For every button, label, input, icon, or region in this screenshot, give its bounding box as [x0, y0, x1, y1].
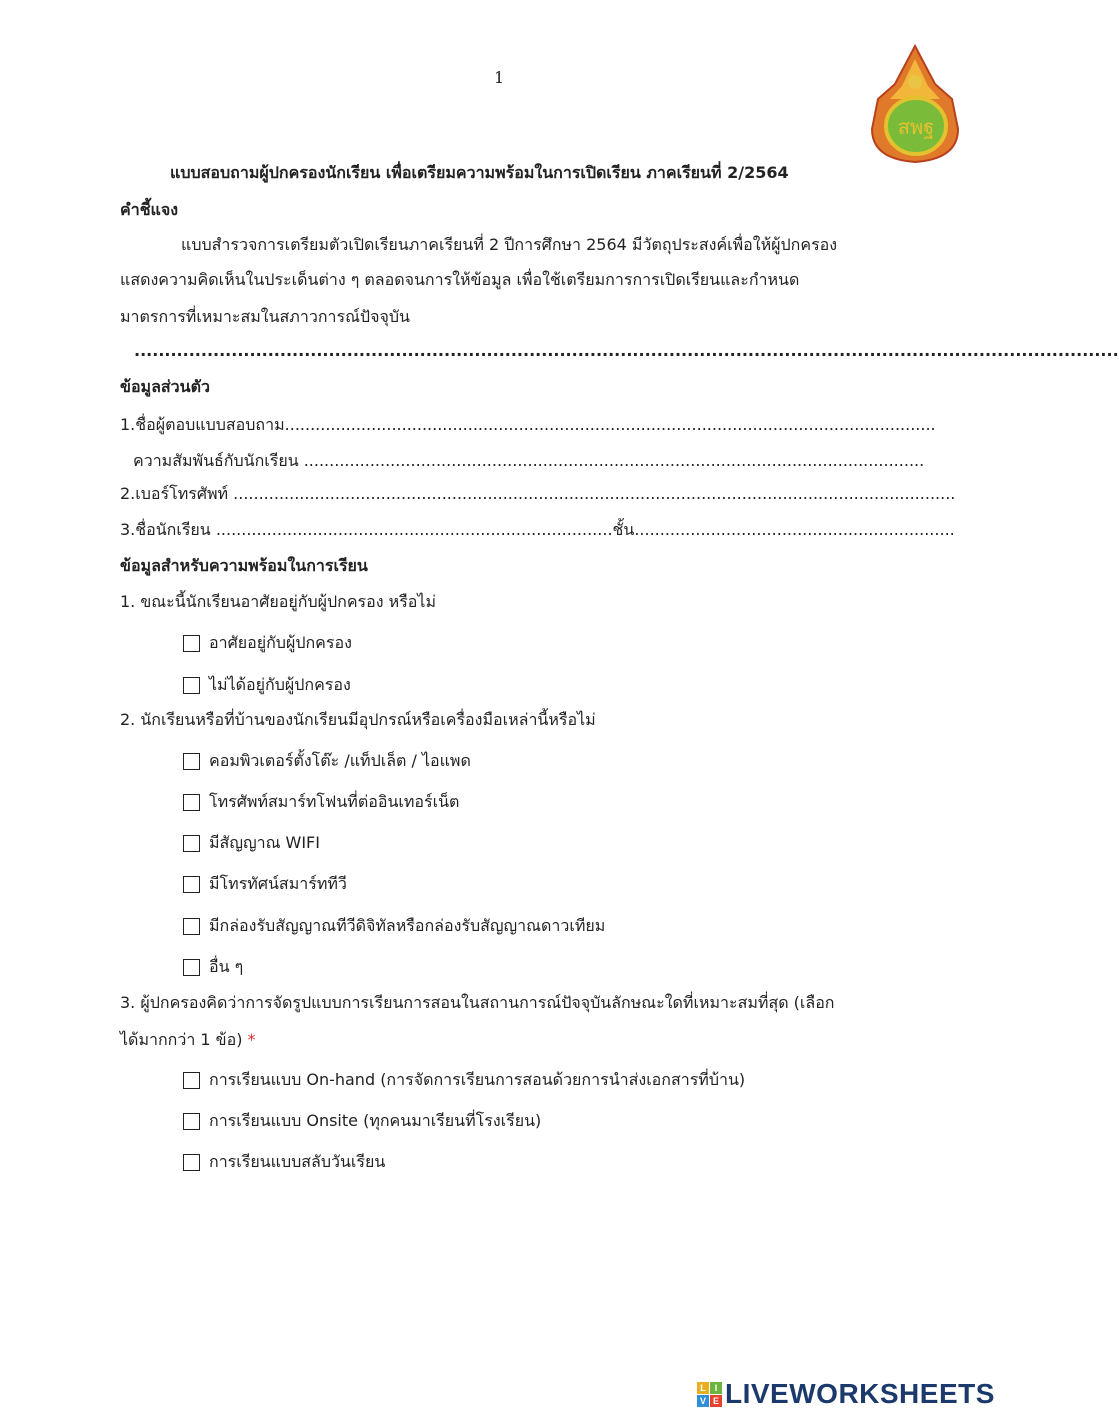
option-label: การเรียนแบบสลับวันเรียน — [209, 1152, 386, 1171]
option-label: มีกล่องรับสัญญาณทีวีดิจิทัลหรือกล่องรับสัญญาณดาวเทียม — [209, 916, 606, 935]
instructions-heading: คำชี้แจง — [120, 200, 179, 219]
question-3: 3. ผู้ปกครองคิดว่าการจัดรูปแบบการเรียนการสอนในสถานการณ์ปัจจุบันลักษณะใดที่เหมาะสมที่สุด (เลือก — [120, 993, 835, 1012]
checkbox[interactable] — [183, 835, 200, 852]
q2-option[interactable] — [183, 915, 605, 937]
question-2: 2. นักเรียนหรือที่บ้านของนักเรียนมีอุปกรณ์หรือเครื่องมือเหล่านี้หรือไม่ — [120, 710, 596, 729]
q2-option[interactable] — [183, 832, 320, 854]
checkbox[interactable] — [183, 1154, 200, 1171]
required-asterisk: * — [247, 1030, 256, 1049]
option-label: โทรศัพท์สมาร์ทโฟนที่ต่ออินเทอร์เน็ต — [209, 792, 460, 811]
q2-option[interactable] — [183, 791, 459, 813]
q3-option[interactable] — [183, 1110, 541, 1132]
q2-option[interactable] — [183, 750, 471, 772]
school-logo — [840, 44, 990, 174]
document-title: แบบสอบถามผู้ปกครองนักเรียน เพื่อเตรียมความพร้อมในการเปิดเรียน ภาคเรียนที่ 2/2564 — [170, 163, 789, 182]
brand-letter: I — [710, 1382, 722, 1394]
option-label: อื่น ๆ — [209, 957, 244, 976]
instructions-line: แบบสำรวจการเตรียมตัวเปิดเรียนภาคเรียนที่ 2 ปีการศึกษา 2564 มีวัตถุประสงค์เพื่อให้ผู้ปกครอง — [181, 235, 838, 254]
page-number: 1 — [494, 68, 505, 87]
readiness-heading: ข้อมูลสำหรับความพร้อมในการเรียน — [120, 556, 368, 575]
liveworksheets-logo — [697, 1378, 995, 1410]
checkbox[interactable] — [183, 918, 200, 935]
q1-option[interactable] — [183, 674, 351, 696]
question-3-cont — [120, 1029, 256, 1051]
student-name-class-field[interactable]: 3.ชื่อนักเรียน ..............................................................................ชั้น............................................................... — [120, 520, 955, 539]
option-label: การเรียนแบบ Onsite (ทุกคนมาเรียนที่โรงเรียน) — [209, 1111, 542, 1130]
respondent-name-field[interactable]: 1.ชื่อผู้ตอบแบบสอบถาม................................................................................................................................ — [120, 415, 936, 434]
q2-option[interactable] — [183, 873, 347, 895]
svg-text:สพฐ: สพฐ — [897, 115, 935, 139]
option-label: อาศัยอยู่กับผู้ปกครอง — [209, 633, 352, 652]
q3-option[interactable] — [183, 1151, 385, 1173]
checkbox[interactable] — [183, 1113, 200, 1130]
question-3-text: ได้มากกว่า 1 ข้อ) — [120, 1030, 243, 1049]
option-label: มีสัญญาณ WIFI — [209, 833, 320, 852]
checkbox[interactable] — [183, 1072, 200, 1089]
checkbox[interactable] — [183, 635, 200, 652]
q2-option[interactable] — [183, 956, 243, 978]
brand-letter: E — [710, 1395, 722, 1407]
option-label: การเรียนแบบ On-hand (การจัดการเรียนการสอนด้วยการนำส่งเอกสารที่บ้าน) — [209, 1070, 746, 1089]
brand-letter: V — [697, 1395, 709, 1407]
option-label: คอมพิวเตอร์ตั้งโต๊ะ /แท็ปเล็ต / ไอแพด — [209, 751, 471, 770]
q3-option[interactable] — [183, 1069, 745, 1091]
option-label: มีโทรทัศน์สมาร์ททีวี — [209, 874, 347, 893]
brand-letter: L — [697, 1382, 709, 1394]
phone-field[interactable]: 2.เบอร์โทรศัพท์ .............................................................................................................................................. — [120, 484, 956, 503]
checkbox[interactable] — [183, 753, 200, 770]
question-1: 1. ขณะนี้นักเรียนอาศัยอยู่กับผู้ปกครอง หรือไม่ — [120, 592, 436, 611]
q1-option[interactable] — [183, 632, 352, 654]
option-label: ไม่ได้อยู่กับผู้ปกครอง — [209, 675, 351, 694]
instructions-line: มาตรการที่เหมาะสมในสภาวการณ์ปัจจุบัน — [120, 307, 410, 326]
brand-wordmark: LIVEWORKSHEETS — [725, 1378, 995, 1409]
checkbox[interactable] — [183, 959, 200, 976]
checkbox[interactable] — [183, 876, 200, 893]
personal-info-heading: ข้อมูลส่วนตัว — [120, 377, 210, 396]
checkbox[interactable] — [183, 794, 200, 811]
checkbox[interactable] — [183, 677, 200, 694]
relationship-field[interactable]: ความสัมพันธ์กับนักเรียน .......................................................................................................................... — [133, 451, 925, 470]
instructions-line: แสดงความคิดเห็นในประเด็นต่าง ๆ ตลอดจนการให้ข้อมูล เพื่อใช้เตรียมการการเปิดเรียนและกำหนด — [120, 270, 800, 289]
dotted-separator: .................................................................................................................................................................. — [134, 341, 1119, 360]
live-blocks-icon — [697, 1382, 722, 1407]
